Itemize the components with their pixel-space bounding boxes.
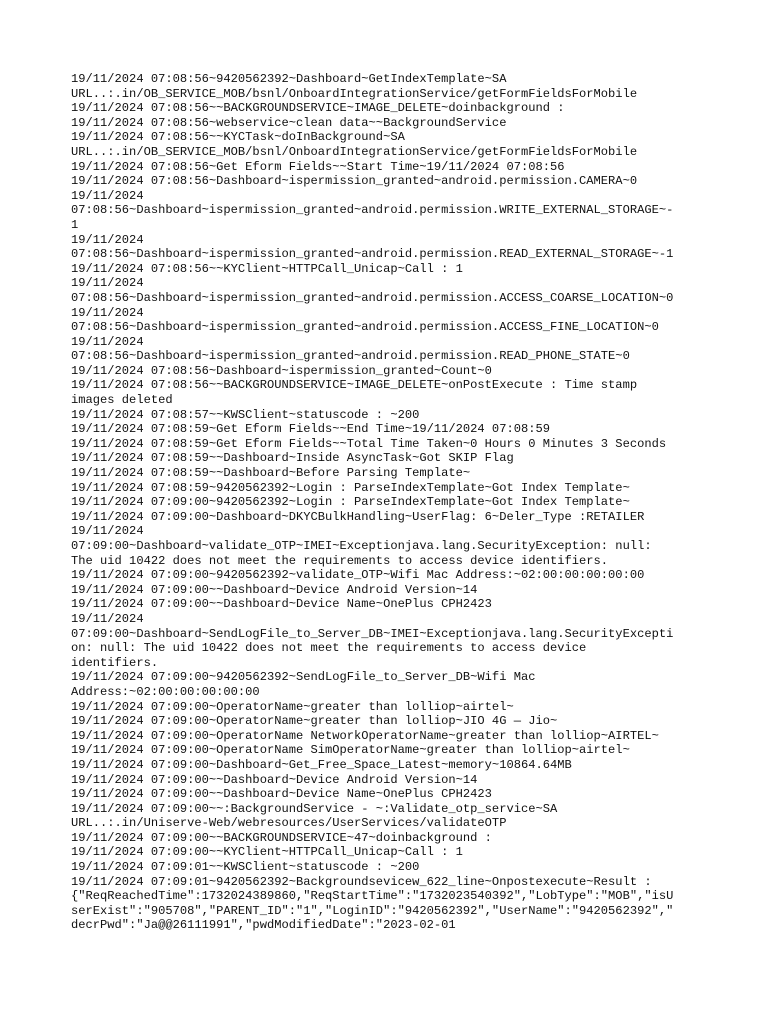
- log-line: 19/11/2024 07:09:00~OperatorName~greater than lolliop~airtel~: [71, 699, 514, 714]
- log-line: 19/11/2024: [71, 524, 144, 539]
- log-line: URL..:.in/OB_SERVICE_MOB/bsnl/OnboardIntegrationService/getFormFieldsForMobile: [71, 86, 638, 101]
- log-line: 19/11/2024 07:09:00~OperatorName SimOperatorName~greater than lolliop~airtel~: [71, 743, 630, 758]
- log-line: 19/11/2024 07:09:00~~Dashboard~Device Android Version~14: [71, 772, 478, 787]
- log-line: 07:08:56~Dashboard~ispermission_granted~android.permission.READ_EXTERNAL_STORAGE~-1: [71, 247, 674, 262]
- log-line: 19/11/2024 07:09:01~~KWSClient~statuscode : ~200: [71, 860, 420, 875]
- log-line: 19/11/2024 07:08:59~9420562392~Login : ParseIndexTemplate~Got Index Template~: [71, 480, 630, 495]
- log-line: 19/11/2024 07:08:59~Get Eform Fields~~Total Time Taken~0 Hours 0 Minutes 3 Seconds: [71, 436, 667, 451]
- log-line: 19/11/2024 07:09:00~~:BackgroundService - ~:Validate_otp_service~SA: [71, 801, 558, 816]
- log-line: 07:08:56~Dashboard~ispermission_granted~android.permission.READ_PHONE_STATE~0: [71, 349, 630, 364]
- log-line: 19/11/2024 07:08:56~webservice~clean data~~BackgroundService: [71, 115, 507, 130]
- log-line: 07:09:00~Dashboard~validate_OTP~IMEI~Exceptionjava.lang.SecurityException: null:: [71, 539, 652, 553]
- log-line: 07:08:56~Dashboard~ispermission_granted~android.permission.ACCESS_FINE_LOCATION~0: [71, 320, 659, 335]
- log-line: 19/11/2024 07:08:59~~Dashboard~Inside AsyncTask~Got SKIP Flag: [71, 451, 514, 466]
- log-line: serExist":"905708","PARENT_ID":"1","LoginID":"9420562392","UserName":"9420562392",": [71, 903, 674, 918]
- log-line: 19/11/2024 07:09:00~~Dashboard~Device Name~OnePlus CPH2423: [71, 787, 492, 802]
- log-line: The uid 10422 does not meet the requirements to access device identifiers.: [71, 553, 609, 568]
- log-line: 19/11/2024: [71, 611, 144, 626]
- log-line: 19/11/2024 07:09:00~9420562392~SendLogFile_to_Server_DB~Wifi Mac: [71, 670, 536, 685]
- log-line: 19/11/2024 07:08:56~Dashboard~ispermission_granted~android.permission.CAMERA~0: [71, 174, 638, 189]
- log-line: 07:08:56~Dashboard~ispermission_granted~android.permission.WRITE_EXTERNAL_STORAGE~-: [71, 203, 674, 218]
- log-line: 19/11/2024 07:09:01~9420562392~Backgroundsevicew_622_line~Onpostexecute~Result :: [71, 874, 652, 889]
- log-line: 19/11/2024 07:08:59~~Dashboard~Before Parsing Template~: [71, 466, 471, 481]
- log-line: 19/11/2024 07:09:00~~BACKGROUNDSERVICE~47~doinbackground :: [71, 830, 492, 845]
- log-line: 19/11/2024 07:08:56~9420562392~Dashboard~GetIndexTemplate~SA: [71, 72, 507, 86]
- log-line: images deleted: [71, 393, 173, 408]
- log-line: 19/11/2024: [71, 188, 144, 203]
- log-line: 19/11/2024 07:09:00~OperatorName~greater than lolliop~JIO 4G — Jio~: [71, 714, 558, 729]
- log-line: 19/11/2024: [71, 276, 144, 291]
- log-line: 19/11/2024 07:09:00~~KYClient~HTTPCall_Unicap~Call : 1: [71, 845, 463, 860]
- log-line: 19/11/2024 07:08:56~Get Eform Fields~~Start Time~19/11/2024 07:08:56: [71, 159, 565, 174]
- log-line: 19/11/2024 07:08:57~~KWSClient~statuscode : ~200: [71, 407, 420, 422]
- log-line: 19/11/2024: [71, 232, 144, 247]
- log-line: URL..:.in/Uniserve-Web/webresources/UserServices/validateOTP: [71, 816, 507, 831]
- log-line: 19/11/2024 07:08:56~Dashboard~ispermission_granted~Count~0: [71, 363, 492, 378]
- log-line: 19/11/2024: [71, 305, 144, 320]
- log-line: URL..:.in/OB_SERVICE_MOB/bsnl/OnboardIntegrationService/getFormFieldsForMobile: [71, 144, 638, 159]
- log-line: 19/11/2024 07:09:00~9420562392~Login : ParseIndexTemplate~Got Index Template~: [71, 495, 630, 510]
- log-line: on: null: The uid 10422 does not meet the requirements to access device: [71, 641, 587, 656]
- log-line: 19/11/2024 07:08:56~~KYCTask~doInBackground~SA: [71, 130, 405, 145]
- log-line: decrPwd":"Ja@@26111991","pwdModifiedDate":"2023-02-01: [71, 918, 456, 933]
- log-line: 07:09:00~Dashboard~SendLogFile_to_Server_DB~IMEI~Exceptionjava.lang.SecurityExcepti: [71, 626, 674, 641]
- log-line: 19/11/2024 07:08:56~~BACKGROUNDSERVICE~IMAGE_DELETE~doinbackground :: [71, 101, 565, 116]
- log-line: 07:08:56~Dashboard~ispermission_granted~android.permission.ACCESS_COARSE_LOCATION~0: [71, 290, 674, 305]
- log-line: 19/11/2024 07:09:00~9420562392~validate_OTP~Wifi Mac Address:~02:00:00:00:00:00: [71, 568, 645, 583]
- log-document: [71, 72, 711, 933]
- log-line: 19/11/2024: [71, 334, 144, 349]
- log-line: 19/11/2024 07:09:00~Dashboard~DKYCBulkHandling~UserFlag: 6~Deler_Type :RETAILER: [71, 509, 645, 524]
- log-line: 19/11/2024 07:08:56~~BACKGROUNDSERVICE~IMAGE_DELETE~onPostExecute : Time stamp: [71, 378, 638, 393]
- log-line: 1: [71, 217, 79, 232]
- log-line: 19/11/2024 07:09:00~OperatorName NetworkOperatorName~greater than lolliop~AIRTEL~: [71, 728, 659, 743]
- log-line: identifiers.: [71, 655, 159, 670]
- log-line: 19/11/2024 07:08:56~~KYClient~HTTPCall_Unicap~Call : 1: [71, 261, 463, 276]
- log-line: 19/11/2024 07:09:00~~Dashboard~Device Name~OnePlus CPH2423: [71, 597, 492, 612]
- log-line: {"ReqReachedTime":1732024389860,"ReqStartTime":"1732023540392","LobType":"MOB","isU: [71, 889, 674, 904]
- log-line: Address:~02:00:00:00:00:00: [71, 684, 260, 699]
- log-line: 19/11/2024 07:09:00~~Dashboard~Device Android Version~14: [71, 582, 478, 597]
- log-line: 19/11/2024 07:09:00~Dashboard~Get_Free_Space_Latest~memory~10864.64MB: [71, 757, 572, 772]
- log-line: 19/11/2024 07:08:59~Get Eform Fields~~End Time~19/11/2024 07:08:59: [71, 422, 550, 437]
